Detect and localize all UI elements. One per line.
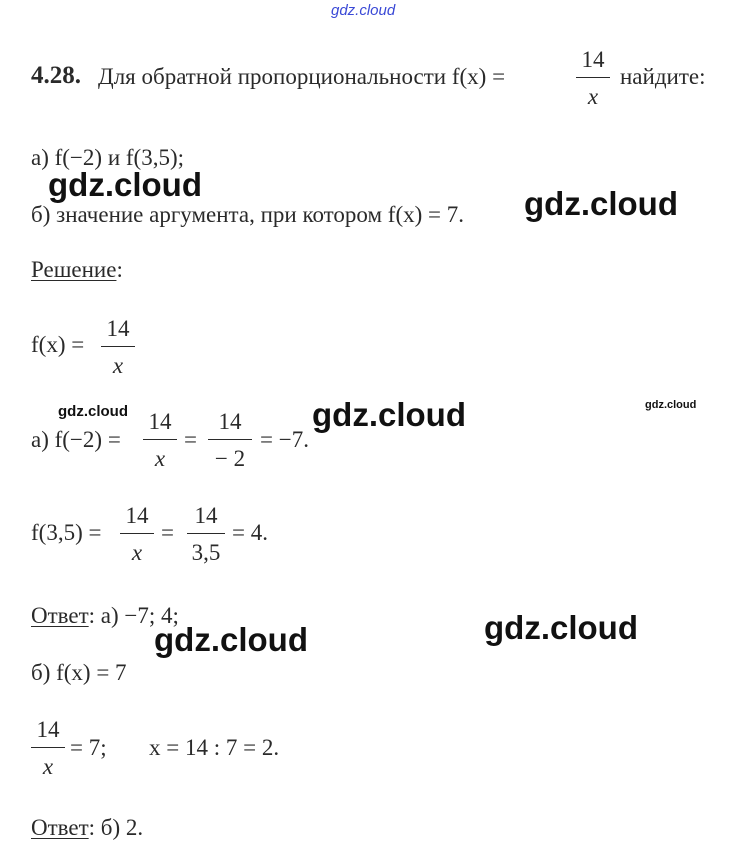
task-part-b: б) значение аргумента, при котором f(x) = 7. [31, 202, 464, 227]
fraction-denominator: 3,5 [191, 540, 221, 565]
part-b-line: б) f(x) = 7 [31, 660, 127, 685]
part-b-solve: x = 14 : 7 = 2. [149, 735, 280, 760]
watermark: gdz.cloud [48, 166, 202, 203]
part-b-fraction [31, 718, 65, 778]
task-statement-end: найдите: [620, 64, 706, 89]
task-number: 4.28. [31, 62, 81, 89]
fraction-denominator: x [42, 754, 54, 779]
fraction-bar [576, 77, 610, 78]
formula-lhs: f(x) = [31, 332, 85, 357]
fraction-numerator: 14 [106, 316, 130, 341]
fraction-bar [120, 533, 154, 534]
watermark: gdz.cloud [524, 185, 678, 222]
fraction-bar [143, 439, 177, 440]
fraction-denominator: x [112, 353, 124, 378]
answer-a-label: Ответ [31, 603, 89, 628]
answer-a-text: : а) −7; 4; [88, 603, 179, 628]
part-a-equals: = [184, 427, 197, 452]
part-a-result: = −7. [260, 427, 309, 452]
part-a2-lhs: f(3,5) = [31, 520, 102, 545]
solution-heading-colon: : [116, 257, 123, 282]
fraction-bar [31, 747, 65, 748]
part-a2-equals: = [161, 520, 174, 545]
fraction-bar [187, 533, 225, 534]
formula-fraction [101, 317, 135, 377]
fraction-denominator: x [587, 84, 599, 109]
answer-b [31, 816, 143, 839]
watermark: gdz.cloud [645, 399, 697, 411]
solution-heading-text: Решение [31, 257, 117, 282]
part-a-lhs: а) f(−2) = [31, 427, 121, 452]
task-statement: Для обратной пропорциональности f(x) = [98, 64, 506, 89]
answer-b-label: Ответ [31, 815, 89, 840]
fraction-bar [208, 439, 252, 440]
fraction-numerator: 14 [194, 503, 218, 528]
watermark-top: gdz.cloud [331, 2, 396, 19]
part-a-fraction-2 [208, 410, 252, 470]
fraction-denominator: x [154, 446, 166, 471]
answer-b-text: : б) 2. [88, 815, 144, 840]
fraction-numerator: 14 [581, 47, 605, 72]
part-a2-result: = 4. [232, 520, 268, 545]
part-a-fraction-1 [143, 410, 177, 470]
fraction-numerator: 14 [148, 409, 172, 434]
part-b-eq: = 7; [70, 735, 107, 760]
part-a2-fraction-1 [120, 504, 154, 564]
fraction-denominator: x [131, 540, 143, 565]
watermark: gdz.cloud [58, 403, 128, 420]
watermark: gdz.cloud [154, 621, 308, 658]
solution-heading [31, 258, 123, 281]
fraction-numerator: 14 [125, 503, 149, 528]
part-a2-fraction-2 [187, 504, 225, 564]
watermark: gdz.cloud [312, 396, 466, 433]
task-part-a: а) f(−2) и f(3,5); [31, 145, 184, 170]
fraction-numerator: 14 [36, 717, 60, 742]
task-fraction [576, 48, 610, 110]
watermark: gdz.cloud [484, 609, 638, 646]
fraction-bar [101, 346, 135, 347]
fraction-denominator: − 2 [214, 446, 246, 471]
fraction-numerator: 14 [218, 409, 242, 434]
